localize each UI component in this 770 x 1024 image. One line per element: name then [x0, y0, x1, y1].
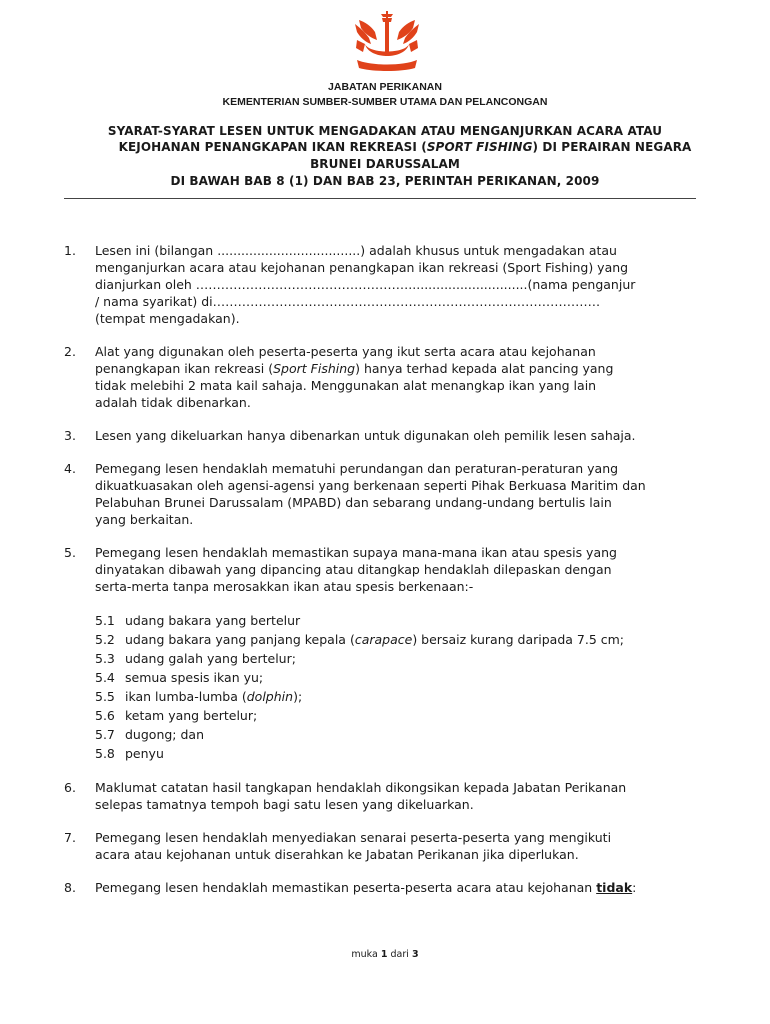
document-title-line-1: SYARAT-SYARAT LESEN UNTUK MENGADAKAN ATAU MENGANJURKAN ACARA ATAU	[107, 124, 663, 138]
item-text: penangkapan ikan rekreasi (Sport Fishing) hanya terhad kepada alat pancing yang	[95, 361, 614, 376]
item-text: yang berkaitan.	[95, 512, 194, 527]
item-number: 1.	[64, 243, 76, 258]
item-text: menganjurkan acara atau kejohanan penangkapan ikan rekreasi (Sport Fishing) yang	[95, 260, 629, 275]
brunei-crest-icon	[351, 10, 423, 72]
item-text: / nama syarikat) di…………………………………………………………………………………	[95, 294, 601, 309]
list-item	[64, 829, 706, 863]
species-sublist	[95, 611, 706, 763]
item-text: dikuatkuasakan oleh agensi-agensi yang berkenaan seperti Pihak Berkuasa Maritim dan	[95, 478, 646, 493]
item-number: 5.	[64, 545, 76, 560]
item-text: Pemegang lesen hendaklah menyediakan senarai peserta-peserta yang mengikuti	[95, 830, 612, 845]
ministry-name: KEMENTERIAN SUMBER-SUMBER UTAMA DAN PELANCONGAN	[222, 96, 548, 108]
document-title-line-2: KEJOHANAN PENANGKAPAN IKAN REKREASI (SPORT FISHING) DI PERAIRAN NEGARA	[118, 140, 692, 154]
sublist-item: 5.4 semua spesis ikan yu;	[95, 670, 264, 685]
conditions-list	[64, 242, 706, 912]
item-text: Alat yang digunakan oleh peserta-peserta yang ikut serta acara atau kejohanan	[95, 344, 596, 359]
item-number: 6.	[64, 780, 76, 795]
item-text: dinyatakan dibawah yang dipancing atau ditangkap hendaklah dilepaskan dengan	[95, 562, 612, 577]
page-number-footer: muka 1 dari 3	[351, 949, 419, 960]
item-text: Pemegang lesen hendaklah memastikan supaya mana-mana ikan atau spesis yang	[95, 545, 617, 560]
item-text: adalah tidak dibenarkan.	[95, 395, 251, 410]
document-title-line-3: BRUNEI DARUSSALAM	[310, 157, 460, 171]
item-text: tidak melebihi 2 mata kail sahaja. Menggunakan alat menangkap ikan yang lain	[95, 378, 597, 393]
sublist-item: 5.2 udang bakara yang panjang kepala (carapace) bersaiz kurang daripada 7.5 cm;	[95, 632, 625, 647]
item-text: Lesen ini (bilangan ....................................) adalah khusus untuk mengadakan atau	[95, 243, 617, 258]
item-number: 2.	[64, 344, 76, 359]
list-item	[64, 242, 706, 327]
item-number: 4.	[64, 461, 76, 476]
item-text: Pelabuhan Brunei Darussalam (MPABD) dan sebarang undang-undang bertulis lain	[95, 495, 612, 510]
sublist-item: 5.1 udang bakara yang bertelur	[95, 613, 301, 628]
list-item	[64, 879, 706, 896]
item-number: 7.	[64, 830, 76, 845]
item-number: 3.	[64, 428, 76, 443]
item-text: serta-merta tanpa merosakkan ikan atau spesis berkenaan:-	[95, 579, 474, 594]
sublist-item: 5.8 penyu	[95, 746, 164, 761]
sublist-item: 5.5 ikan lumba-lumba (dolphin);	[95, 689, 303, 704]
item-text: Maklumat catatan hasil tangkapan hendaklah dikongsikan kepada Jabatan Perikanan	[95, 780, 627, 795]
list-item	[64, 779, 706, 813]
header-divider	[64, 198, 696, 199]
item-text: acara atau kejohanan untuk diserahkan ke Jabatan Perikanan jika diperlukan.	[95, 847, 579, 862]
sublist-item: 5.7 dugong; dan	[95, 727, 204, 742]
list-item	[64, 343, 706, 411]
sublist-item: 5.3 udang galah yang bertelur;	[95, 651, 296, 666]
document-title-line-4: DI BAWAH BAB 8 (1) DAN BAB 23, PERINTAH PERIKANAN, 2009	[170, 174, 600, 188]
list-item	[64, 427, 706, 444]
item-text: Pemegang lesen hendaklah memastikan peserta-peserta acara atau kejohanan tidak:	[95, 880, 637, 895]
item-text: selepas tamatnya tempoh bagi satu lesen yang dikeluarkan.	[95, 797, 474, 812]
item-number: 8.	[64, 880, 76, 895]
item-text: Pemegang lesen hendaklah mematuhi perundangan dan peraturan-peraturan yang	[95, 461, 619, 476]
list-item	[64, 544, 706, 763]
agency-name: JABATAN PERIKANAN	[328, 81, 442, 93]
list-item	[64, 460, 706, 528]
item-text: dianjurkan oleh ……………………………………………..............................(nama penganjur	[95, 277, 636, 292]
item-text: Lesen yang dikeluarkan hanya dibenarkan untuk digunakan oleh pemilik lesen sahaja.	[95, 428, 636, 443]
item-text: (tempat mengadakan).	[95, 311, 240, 326]
sublist-item: 5.6 ketam yang bertelur;	[95, 708, 258, 723]
